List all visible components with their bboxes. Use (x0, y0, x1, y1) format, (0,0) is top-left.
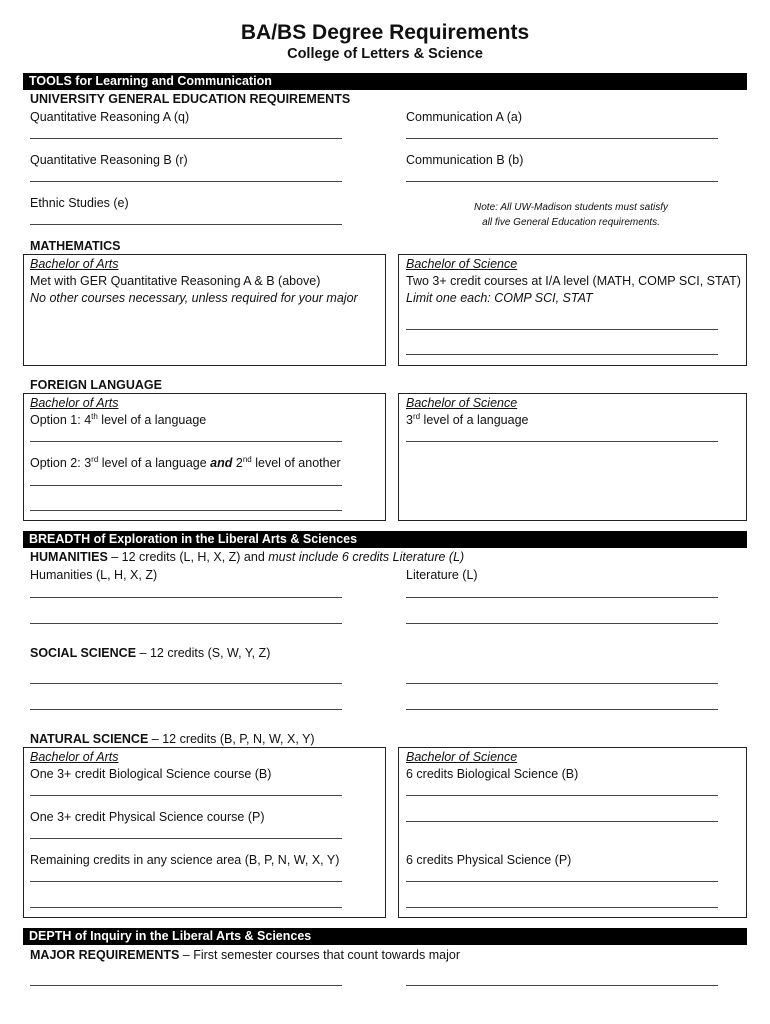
comm-b-label: Communication B (b) (406, 153, 524, 167)
comm-a-entry-line[interactable] (406, 138, 718, 139)
social-science-entry-line-2[interactable] (406, 683, 718, 684)
natural-science-ba-remaining-entry-line-2[interactable] (30, 907, 342, 908)
page-title: BA/BS Degree Requirements (240, 21, 530, 44)
natural-science-ba-remaining-entry-line-1[interactable] (30, 881, 342, 882)
math-ba-line2: No other courses necessary, unless required for your major (30, 291, 358, 305)
language-option-1: Option 1: 4th level of a language (30, 411, 207, 427)
humanities-entry-line-2[interactable] (30, 623, 342, 624)
qr-a-entry-line[interactable] (30, 138, 342, 139)
social-science-heading: SOCIAL SCIENCE – 12 credits (S, W, Y, Z) (30, 646, 271, 660)
natural-science-bs-bio-entry-line-1[interactable] (406, 795, 718, 796)
language-option-1-entry-line[interactable] (30, 441, 342, 442)
ethnic-studies-entry-line[interactable] (30, 224, 342, 225)
math-bs-label: Bachelor of Science (406, 257, 518, 271)
language-option-2-entry-line-2[interactable] (30, 510, 342, 511)
gen-ed-heading: UNIVERSITY GENERAL EDUCATION REQUIREMENTS (30, 92, 351, 106)
qr-a-label: Quantitative Reasoning A (q) (30, 110, 190, 124)
natural-science-bs-bio-entry-line-2[interactable] (406, 821, 718, 822)
math-ba-label: Bachelor of Arts (30, 257, 119, 271)
humanities-heading: HUMANITIES – 12 credits (L, H, X, Z) and must include 6 credits Literature (L) (30, 550, 465, 564)
qr-b-label: Quantitative Reasoning B (r) (30, 153, 188, 167)
section-bar-tools: TOOLS for Learning and Communication (23, 73, 747, 90)
gen-ed-note-line2: all five General Education requirements. (482, 216, 660, 228)
comm-a-label: Communication A (a) (406, 110, 523, 124)
language-heading: FOREIGN LANGUAGE (30, 378, 162, 392)
math-bs-line2: Limit one each: COMP SCI, STAT (406, 291, 593, 305)
language-bs-entry-line[interactable] (406, 441, 718, 442)
natural-science-ba-phys-entry-line[interactable] (30, 838, 342, 839)
language-option-2-entry-line-1[interactable] (30, 485, 342, 486)
major-requirements-entry-line-1[interactable] (30, 985, 342, 986)
literature-label: Literature (L) (406, 568, 478, 582)
natural-science-ba-bio: One 3+ credit Biological Science course (B) (30, 767, 272, 781)
natural-science-bs-label: Bachelor of Science (406, 750, 518, 764)
math-heading: MATHEMATICS (30, 239, 121, 253)
math-ba-line1: Met with GER Quantitative Reasoning A & B (above) (30, 274, 321, 288)
humanities-entry-line-1[interactable] (30, 597, 342, 598)
natural-science-heading: NATURAL SCIENCE – 12 credits (B, P, N, W, X, Y) (30, 732, 315, 746)
language-bs-label: Bachelor of Science (406, 396, 518, 410)
math-bs-entry-line-2[interactable] (406, 354, 718, 355)
natural-science-ba-remaining: Remaining credits in any science area (B, P, N, W, X, Y) (30, 853, 340, 867)
section-bar-depth: DEPTH of Inquiry in the Liberal Arts & Sciences (23, 928, 747, 945)
section-bar-breadth: BREADTH of Exploration in the Liberal Arts & Sciences (23, 531, 747, 548)
language-ba-label: Bachelor of Arts (30, 396, 119, 410)
major-requirements-entry-line-2[interactable] (406, 985, 718, 986)
language-option-2: Option 2: 3rd level of a language and 2nd level of another (30, 454, 341, 470)
natural-science-bs-bio: 6 credits Biological Science (B) (406, 767, 579, 781)
major-requirements-heading: MAJOR REQUIREMENTS – First semester courses that count towards major (30, 948, 460, 962)
language-bs-requirement: 3rd level of a language (406, 411, 529, 427)
social-science-entry-line-3[interactable] (30, 709, 342, 710)
natural-science-ba-phys: One 3+ credit Physical Science course (P) (30, 810, 265, 824)
literature-entry-line-2[interactable] (406, 623, 718, 624)
humanities-left-label: Humanities (L, H, X, Z) (30, 568, 158, 582)
ethnic-studies-label: Ethnic Studies (e) (30, 196, 129, 210)
natural-science-ba-bio-entry-line[interactable] (30, 795, 342, 796)
social-science-entry-line-4[interactable] (406, 709, 718, 710)
math-bs-entry-line-1[interactable] (406, 329, 718, 330)
natural-science-bs-phys-entry-line-1[interactable] (406, 881, 718, 882)
natural-science-ba-label: Bachelor of Arts (30, 750, 119, 764)
gen-ed-note (406, 201, 736, 230)
gen-ed-note-line1: Note: All UW-Madison students must satisfy (474, 202, 668, 213)
social-science-entry-line-1[interactable] (30, 683, 342, 684)
comm-b-entry-line[interactable] (406, 181, 718, 182)
math-bs-line1: Two 3+ credit courses at I/A level (MATH, COMP SCI, STAT) (406, 274, 741, 288)
natural-science-bs-phys: 6 credits Physical Science (P) (406, 853, 572, 867)
page-subtitle: College of Letters & Science (287, 46, 483, 62)
qr-b-entry-line[interactable] (30, 181, 342, 182)
natural-science-bs-phys-entry-line-2[interactable] (406, 907, 718, 908)
literature-entry-line-1[interactable] (406, 597, 718, 598)
